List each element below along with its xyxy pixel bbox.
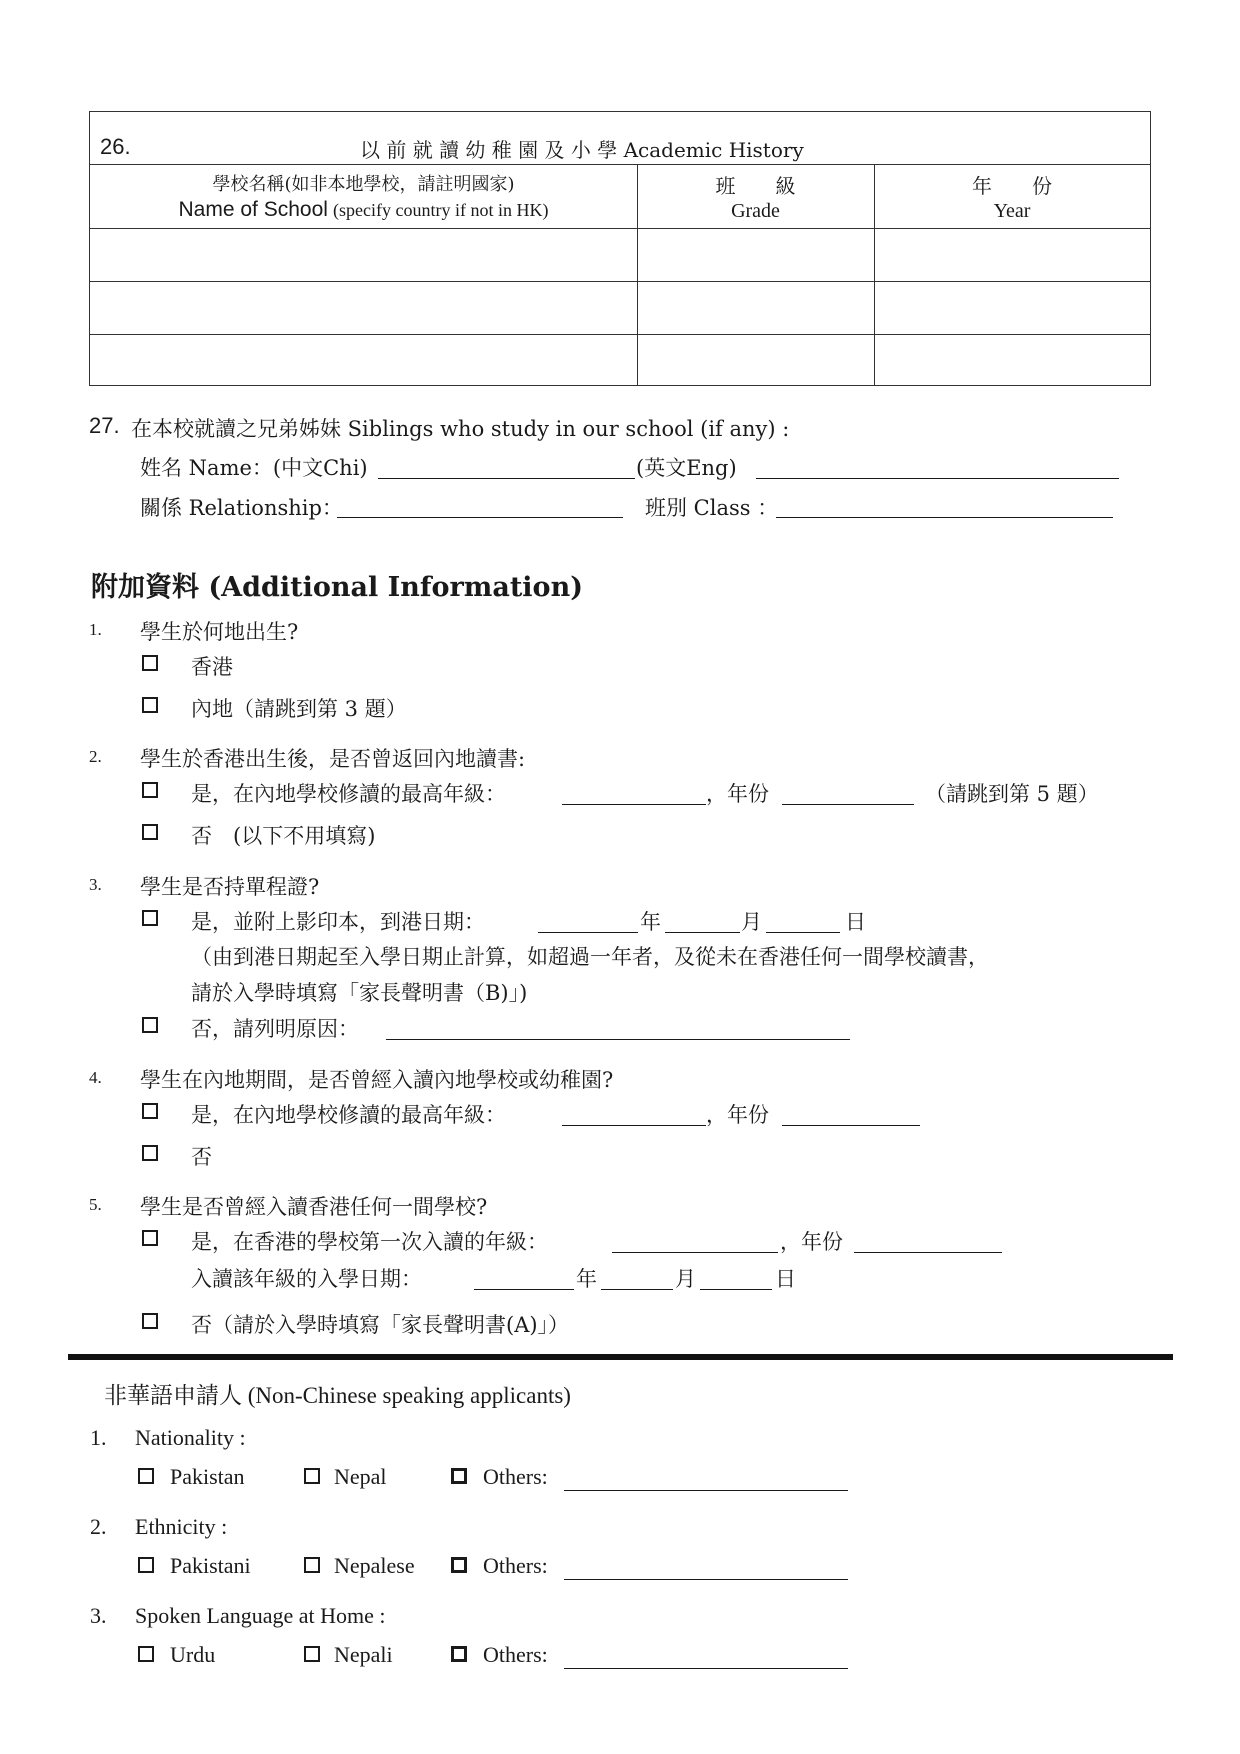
year-label: 年 [576,1267,597,1291]
item-number: 2. [90,1514,107,1539]
question-text: 學生於香港出生後，是否曾返回內地讀書: [140,747,526,771]
sibling-english-name-label: (英文Eng) [636,456,737,480]
checkbox-pakistan[interactable] [138,1468,154,1484]
sibling-class-field[interactable] [776,517,1113,518]
school-name-cell[interactable] [90,282,637,334]
option-label: Urdu [170,1642,216,1667]
option-label: 是，在香港的學校第一次入讀的年級： [191,1230,548,1254]
day-label: 日 [845,910,866,934]
option-label: （請跳到第 5 題） [925,782,1099,806]
checkbox-nepali[interactable] [304,1646,320,1662]
item-label: Ethnicity : [135,1514,228,1539]
sibling-relationship-label: 關係 Relationship： [140,496,343,520]
year-label: 年 [640,910,661,934]
checkbox-yes[interactable] [142,782,158,798]
col-header-year-en: Year [993,200,1031,222]
siblings-heading: 在本校就讀之兄弟姊妹 Siblings who study in our school (if any) : [131,417,790,441]
checkbox-yes[interactable] [142,910,158,926]
option-label: 是，在內地學校修讀的最高年級： [191,1103,506,1127]
option-label: Nepali [334,1642,393,1667]
school-name-cell[interactable] [90,229,637,281]
question-text: 學生在內地期間，是否曾經入讀內地學校或幼稚園? [140,1068,614,1092]
highest-grade-field[interactable] [562,1125,706,1126]
sibling-name-label: 姓名 Name：(中文Chi) [140,456,368,480]
year-cell[interactable] [875,335,1150,385]
checkbox-no[interactable] [142,1145,158,1161]
option-label: 是，在內地學校修讀的最高年級： [191,782,506,806]
grade-cell[interactable] [638,229,874,281]
year-field[interactable] [782,804,914,805]
checkbox-urdu[interactable] [138,1646,154,1662]
option-label: 否 (以下不用填寫) [191,824,376,848]
year-cell[interactable] [875,229,1150,281]
col-header-grade-en: Grade [731,200,780,222]
reason-field[interactable] [386,1039,850,1040]
checkbox-no[interactable] [142,824,158,840]
option-label: Nepalese [334,1553,415,1578]
question-number: 3. [89,875,102,894]
checkbox-pakistani[interactable] [138,1557,154,1573]
checkbox-nepal[interactable] [304,1468,320,1484]
question-number: 1. [89,620,102,639]
question-number: 4. [89,1068,102,1087]
entry-day-field[interactable] [700,1289,772,1290]
nationality-others-field[interactable] [564,1490,848,1491]
option-label: Others: [483,1553,548,1578]
year-cell[interactable] [875,282,1150,334]
non-chinese-heading: 非華語申請人 (Non-Chinese speaking applicants) [104,1383,571,1408]
table-divider [90,164,1150,165]
year-field[interactable] [854,1252,1002,1253]
grade-cell[interactable] [638,335,874,385]
checkbox-yes[interactable] [142,1103,158,1119]
option-label: Others: [483,1642,548,1667]
grade-cell[interactable] [638,282,874,334]
option-label: 否，請列明原因： [191,1017,359,1041]
option-label: Nepal [334,1464,387,1489]
question-text: 學生是否持單程證? [140,875,320,899]
school-name-cell[interactable] [90,335,637,385]
checkbox-hong-kong[interactable] [142,655,158,671]
day-label: 日 [775,1267,796,1291]
table-title: 以 前 就 讀 幼 稚 園 及 小 學 Academic History [360,138,804,162]
additional-info-heading: 附加資料 (Additional Information) [91,572,583,603]
arrival-year-field[interactable] [538,932,638,933]
entry-month-field[interactable] [601,1289,673,1290]
option-label: Others: [483,1464,548,1489]
option-label: 是，並附上影印本，到港日期： [191,910,485,934]
month-label: 月 [675,1267,696,1291]
option-label: Pakistan [170,1464,245,1489]
first-grade-field[interactable] [612,1252,778,1253]
arrival-day-field[interactable] [766,932,840,933]
section-divider [68,1354,1173,1360]
option-label: ，年份 [706,1103,769,1127]
col-header-school-en [90,198,637,222]
option-label: 內地（請跳到第 3 題） [191,697,407,721]
option-label: Pakistani [170,1553,251,1578]
entry-year-field[interactable] [474,1289,574,1290]
question-number: 26. [100,134,131,159]
year-field[interactable] [782,1125,920,1126]
option-label: ，年份 [780,1230,843,1254]
item-number: 3. [90,1603,107,1628]
sibling-chinese-name-field[interactable] [378,478,635,479]
question-number: 27. [89,413,120,438]
question-text: 學生是否曾經入讀香港任何一間學校? [140,1195,488,1219]
checkbox-mainland[interactable] [142,697,158,713]
question-number: 2. [89,747,102,766]
checkbox-others[interactable] [451,1557,467,1573]
checkbox-no[interactable] [142,1313,158,1329]
highest-grade-field[interactable] [562,804,706,805]
note-text: （由到港日期起至入學日期止計算，如超過一年者，及從未在香港任何一間學校讀書， [191,945,989,969]
checkbox-yes[interactable] [142,1230,158,1246]
option-label: ，年份 [706,782,769,806]
col-header-year-zh: 年 份 [972,174,1052,198]
language-others-field[interactable] [564,1668,848,1669]
checkbox-nepalese[interactable] [304,1557,320,1573]
item-label: Nationality : [135,1425,246,1450]
option-label: 入讀該年級的入學日期： [191,1267,422,1291]
col-header-school-en-note: (specify country if not in HK) [333,200,549,220]
sibling-relationship-field[interactable] [337,517,623,518]
col-header-grade-zh: 班 級 [715,174,796,198]
note-text: 請於入學時填寫「家長聲明書（B)」) [191,981,528,1005]
month-label: 月 [741,910,762,934]
sibling-english-name-field[interactable] [756,478,1119,479]
ethnicity-others-field[interactable] [564,1579,848,1580]
checkbox-no[interactable] [142,1017,158,1033]
item-number: 1. [90,1425,107,1450]
sibling-class-label: 班別 Class ： [645,496,779,520]
option-label: 香港 [191,655,233,679]
arrival-month-field[interactable] [665,932,740,933]
checkbox-others[interactable] [451,1468,467,1484]
item-label: Spoken Language at Home : [135,1603,386,1628]
checkbox-others[interactable] [451,1646,467,1662]
col-header-school-en-main: Name of School [178,198,328,221]
option-label: 否 [191,1145,212,1169]
question-number: 5. [89,1195,102,1214]
question-text: 學生於何地出生? [140,620,299,644]
option-label: 否（請於入學時填寫「家長聲明書(A)」） [191,1313,570,1337]
col-header-school-zh: 學校名稱(如非本地學校，請註明國家) [212,174,515,195]
academic-history-table [89,111,1151,386]
